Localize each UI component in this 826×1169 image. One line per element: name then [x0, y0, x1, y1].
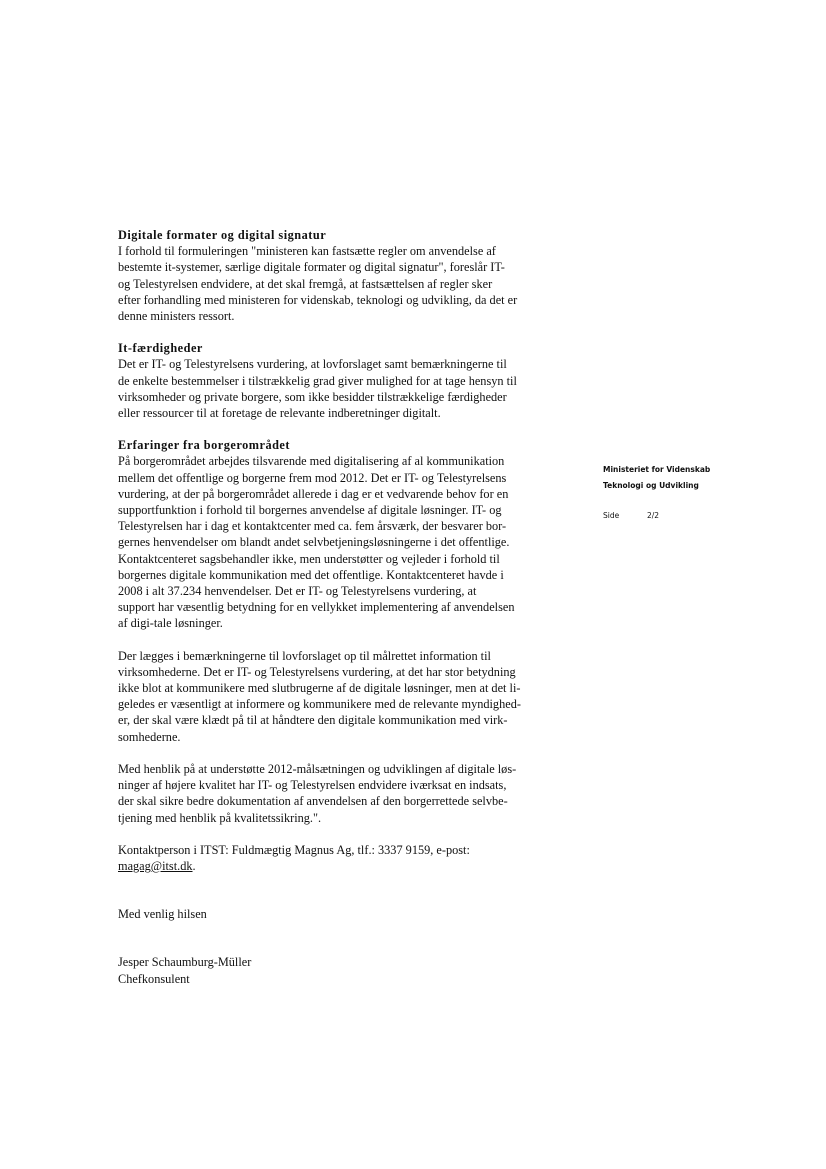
contact-email-suffix: . — [192, 858, 196, 873]
body-line: er, der skal være klædt på til at håndtere den digitale kommunikation med virk- — [118, 713, 508, 728]
body-line: bestemte it-systemer, særlige digitale formater og digital signatur", foreslår IT- — [118, 260, 505, 275]
page-number: 2/2 — [647, 511, 660, 520]
paragraph-gap — [118, 938, 578, 954]
page-label: Side — [603, 511, 620, 520]
paragraph-gap — [118, 324, 578, 340]
body-line: ninger af højere kvalitet har IT- og Telestyrelsen endvidere iværksat en indsats, — [118, 778, 507, 793]
ministry-name-line1: Ministeriet for Videnskab — [603, 465, 711, 474]
contact-email-link[interactable]: magag@itst.dk — [118, 858, 193, 873]
signature-name: Jesper Schaumburg-Müller — [118, 955, 252, 970]
body-line: somhederne. — [118, 729, 181, 744]
body-line: mellem det offentlige og borgerne frem mod 2012. Det er IT- og Telestyrelsens — [118, 470, 507, 485]
body-line: og Telestyrelsen endvidere, at det skal fremgå, at fastsættelsen af regler sker — [118, 276, 493, 291]
body-line: Med henblik på at understøtte 2012-målsætningen og udviklingen af digitale løs- — [118, 761, 517, 776]
body-line: eller ressourcer til at foretage de relevante indberetninger digitalt. — [118, 406, 441, 421]
body-line: tjening med henblik på kvalitetssikring.". — [118, 810, 322, 825]
paragraph-gap — [118, 745, 578, 761]
letter-body — [118, 227, 578, 987]
body-line: der skal sikre bedre dokumentation af anvendelsen af den borgerrettede selvbe- — [118, 794, 508, 809]
body-line: af digi-tale løsninger. — [118, 616, 223, 631]
body-line: På borgerområdet arbejdes tilsvarende med digitalisering af al kommunikation — [118, 454, 505, 469]
body-line: gernes henvendelser om blandt andet selvbetjeningsløsningerne i det offentlige. — [118, 535, 510, 550]
signature-title: Chefkonsulent — [118, 971, 190, 986]
body-line: 2008 i alt 37.234 henvendelser. Det er IT- og Telestyrelsens vurdering, at — [118, 584, 477, 599]
body-line: virksomheder og private borgere, som ikke besidder tilstrækkelige færdigheder — [118, 389, 507, 404]
body-line: geledes er væsentligt at informere og kommunikere med de relevante myndighed- — [118, 697, 521, 712]
body-line: efter forhandling med ministeren for videnskab, teknologi og udvikling, da det er — [118, 292, 518, 307]
body-line: support har væsentlig betydning for en vellykket implementering af anvendelsen — [118, 600, 515, 615]
contact-email-line — [118, 858, 578, 874]
ministry-name-line2: Teknologi og Udvikling — [603, 481, 699, 490]
section-heading-citizen-experience: Erfaringer fra borgerområdet — [118, 438, 290, 453]
contact-line: Kontaktperson i ITST: Fuldmægtig Magnus Ag, tlf.: 3337 9159, e-post: — [118, 842, 470, 857]
body-line: I forhold til formuleringen "ministeren kan fastsætte regler om anvendelse af — [118, 244, 496, 259]
paragraph-gap — [118, 632, 578, 648]
body-line: Der lægges i bemærkningerne til lovforslaget op til målrettet information til — [118, 648, 491, 663]
paragraph-gap — [118, 826, 578, 842]
body-line: Kontaktcenteret sagsbehandler ikke, men understøtter og vejleder i forhold til — [118, 551, 500, 566]
paragraph-gap — [118, 421, 578, 437]
body-line: ikke blot at kommunikere med slutbrugerne af de digitale løsninger, men at det li- — [118, 681, 521, 696]
section-heading-it-skills: It-færdigheder — [118, 341, 203, 356]
body-line: borgernes digitale kommunikation med det offentlige. Kontaktcenteret havde i — [118, 567, 504, 582]
body-line: Telestyrelsen har i dag et kontaktcenter med ca. fem årsværk, der besvarer bor- — [118, 519, 507, 534]
body-line: vurdering, at der på borgerområdet allerede i dag er et vedvarende behov for en — [118, 486, 509, 501]
section-heading-digital-formats: Digitale formater og digital signatur — [118, 228, 327, 242]
paragraph-gap — [118, 874, 578, 890]
body-line: Det er IT- og Telestyrelsens vurdering, at lovforslaget samt bemærkningerne til — [118, 357, 507, 372]
paragraph-gap — [118, 922, 578, 938]
page-indicator — [603, 511, 783, 520]
body-line: virksomhederne. Det er IT- og Telestyrelsens vurdering, at det har stor betydning — [118, 664, 516, 679]
body-line: denne ministers ressort. — [118, 309, 235, 324]
body-line: de enkelte bestemmelser i tilstrækkelig grad giver mulighed for at tage hensyn til — [118, 373, 517, 388]
paragraph-gap — [118, 890, 578, 906]
body-line: supportfunktion i forhold til borgernes anvendelse af digitale løsninger. IT- og — [118, 503, 502, 518]
closing-greeting: Med venlig hilsen — [118, 907, 207, 922]
